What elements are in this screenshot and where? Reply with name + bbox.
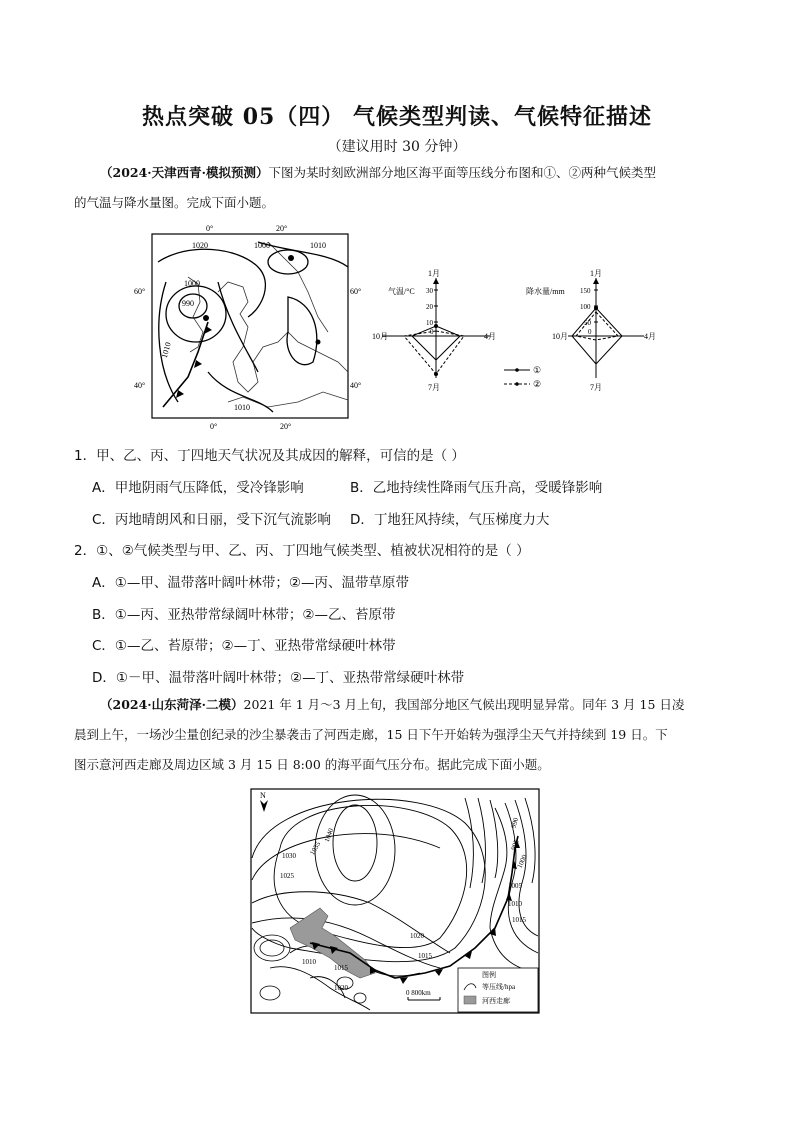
passage-2: [74, 690, 724, 720]
question-2-option-d[interactable]: D．①－甲、温带落叶阔叶林带；②—丁、亚热带常绿硬叶林带: [92, 670, 465, 686]
temp-tick-10: 10: [426, 319, 433, 327]
legend-corridor: 河西走廊: [482, 997, 510, 1005]
iso-990: 990: [509, 816, 521, 829]
iso-1015-left: 1015: [334, 964, 348, 972]
map-iso-1000-b: 1000: [184, 279, 200, 288]
map-lat-40-left: 40°: [134, 381, 146, 390]
question-2-option-b[interactable]: B．①—丙、亚热带常绿阔叶林带；②—乙、苔原带: [92, 607, 396, 623]
passage-2-cont-1: [74, 720, 724, 750]
iso-1005: 1005: [508, 882, 522, 890]
question-1-option-c[interactable]: C．丙地晴朗风和日丽，受下沉气流影响: [92, 512, 331, 528]
precip-tick-50: 50: [584, 319, 591, 327]
temp-tick-30: 30: [426, 287, 433, 295]
iso-1025: 1025: [280, 872, 294, 880]
map-iso-1000-a: 1000: [254, 241, 270, 250]
map-lon-0-top: 0°: [206, 224, 214, 233]
map-iso-1020: 1020: [192, 241, 208, 250]
question-1-option-b[interactable]: B．乙地持续性降雨气压升高，受暖锋影响: [350, 480, 603, 496]
passage-2-cont-2: [74, 750, 724, 780]
map-iso-1010-c: 1010: [234, 403, 250, 412]
page-subtitle: （建议用时 30 分钟）: [327, 139, 467, 155]
map-lat-40-right: 40°: [350, 381, 362, 390]
temp-month-oct: 10月: [372, 332, 388, 341]
precip-month-oct: 10月: [552, 332, 568, 341]
precip-month-jan: 1月: [590, 269, 602, 278]
legend-title: 图例: [482, 971, 496, 979]
temp-tick-20: 20: [426, 303, 433, 311]
question-1-stem: 1．甲、乙、丙、丁四地天气状况及其成因的解释，可信的是（ ）: [74, 448, 465, 464]
map-lon-0-bottom: 0°: [210, 422, 218, 431]
passage-1: [74, 158, 724, 188]
question-2-option-a[interactable]: A．①—甲、温带落叶阔叶林带；②—丙、温带草原带: [92, 575, 409, 591]
legend-series-2: ②: [533, 379, 542, 389]
iso-1010-right: 1010: [508, 900, 522, 908]
map-iso-990: 990: [182, 299, 194, 308]
temp-month-apr: 4月: [484, 332, 496, 341]
precip-ylabel: 降水量/mm: [526, 287, 565, 296]
passage-2-line-3: 图示意河西走廊及周边区域 3 月 15 日 8:00 的海平面气压分布。据此完成下面小题。: [74, 757, 550, 772]
iso-995: 995: [509, 838, 521, 852]
map-lat-60-right: 60°: [350, 287, 362, 296]
legend-series-1: ①: [533, 365, 542, 375]
temp-tick-0: 0: [430, 328, 434, 336]
passage-1-line-1: 下图为某时刻欧洲部分地区海平面等压线分布图和①、②两种气候类型: [268, 165, 657, 180]
map-lon-20-bottom: 20°: [280, 422, 292, 431]
temp-ylabel: 气温/°C: [388, 287, 415, 296]
passage-1-cont: [74, 188, 724, 218]
iso-1010-left: 1010: [302, 958, 316, 966]
page-title: 热点突破 05（四） 气候类型判读、气候特征描述: [142, 104, 652, 130]
question-2-stem: 2．①、②气候类型与甲、乙、丙、丁四地气候类型、植被状况相符的是（ ）: [74, 543, 530, 559]
iso-1030: 1030: [282, 852, 296, 860]
passage-1-source: （2024·天津西青·模拟预测）: [100, 165, 269, 180]
iso-1040: 1040: [322, 827, 336, 844]
precipitation-chart: [522, 268, 662, 394]
iso-1020-center: 1020: [410, 932, 424, 940]
legend-isobar: 等压线/hpa: [482, 983, 516, 991]
iso-1015-right: 1015: [512, 916, 526, 924]
passage-2-line-1: 2021 年 1 月～3 月上旬，我国部分地区气候出现明显异常。同年 3 月 15 日凌: [243, 697, 685, 712]
map-lat-60-left: 60°: [134, 287, 146, 296]
temp-month-jul: 7月: [428, 383, 440, 392]
precip-tick-100: 100: [580, 303, 591, 311]
passage-1-line-2: 的气温与降水量图。完成下面小题。: [74, 195, 275, 210]
temperature-chart: [372, 268, 502, 394]
map-iso-1010-b: 1010: [159, 341, 173, 359]
precip-month-apr: 4月: [644, 332, 656, 341]
iso-1035: 1035: [308, 840, 323, 857]
passage-2-source: （2024·山东菏泽·二模）: [100, 697, 244, 712]
iso-1015-center: 1015: [418, 952, 432, 960]
map-iso-1010-a: 1010: [310, 241, 326, 250]
precip-tick-0: 0: [588, 328, 592, 336]
north-arrow-label: N: [260, 791, 266, 800]
hexi-isobar-map: [250, 788, 540, 1014]
precip-tick-150: 150: [580, 287, 591, 295]
temp-month-jan: 1月: [428, 269, 440, 278]
passage-2-line-2: 晨到上午，一场沙尘量创纪录的沙尘暴袭击了河西走廊，15 日下午开始转为强浮尘天气并持续到 19 日。下: [74, 727, 668, 742]
precip-month-jul: 7月: [590, 383, 602, 392]
question-2-option-c[interactable]: C．①—乙、苔原带；②—丁、亚热带常绿硬叶林带: [92, 638, 396, 654]
map-lon-20-top: 20°: [276, 224, 288, 233]
scale-label: 0 800km: [406, 989, 431, 997]
iso-1000: 1000: [515, 853, 529, 870]
question-1-option-a[interactable]: A．甲地阴雨气压降低，受冷锋影响: [92, 480, 304, 496]
europe-isobar-map: [134, 222, 362, 432]
question-1-option-d[interactable]: D．丁地狂风持续，气压梯度力大: [350, 512, 550, 528]
iso-1020-left: 1020: [334, 984, 348, 992]
